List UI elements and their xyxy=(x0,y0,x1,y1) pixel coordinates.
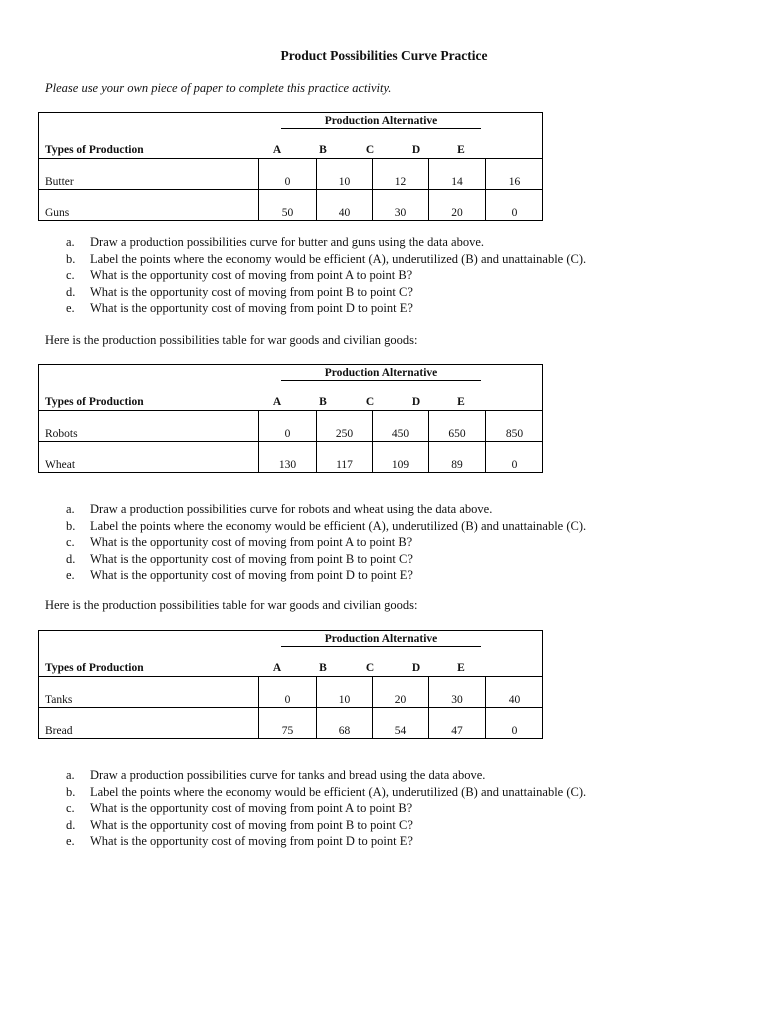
question-item xyxy=(66,817,586,834)
production-possibilities-table xyxy=(38,112,543,221)
table-cell xyxy=(316,708,372,738)
question-text: Label the points where the economy would be efficient (A), underutilized (B) and unattainable (C). xyxy=(90,784,587,799)
table-cell xyxy=(258,411,316,441)
table-cell xyxy=(372,708,428,738)
cell-value: 14 xyxy=(451,176,463,188)
cell-value: 20 xyxy=(394,694,407,706)
question-item xyxy=(66,767,586,784)
alternative-letter: D xyxy=(411,144,421,156)
table-cell xyxy=(258,190,316,220)
cell-value: 109 xyxy=(391,459,410,471)
question-text: Draw a production possibilities curve for tanks and bread using the data above. xyxy=(90,768,486,782)
table-cell xyxy=(258,708,316,738)
question-marker: b. xyxy=(66,251,76,266)
cell-value: 10 xyxy=(338,176,351,188)
cell-value: 0 xyxy=(284,176,291,188)
question-list xyxy=(66,501,586,584)
cell-value: 30 xyxy=(451,694,463,706)
table-cell xyxy=(258,442,316,472)
table-cell xyxy=(372,411,428,441)
types-of-production-label: Types of Production xyxy=(45,396,144,408)
table-cell xyxy=(428,159,485,189)
cell-value: 0 xyxy=(511,207,518,219)
types-of-production-label: Types of Production xyxy=(45,662,144,674)
cell-value: 0 xyxy=(511,725,518,737)
row-label: Bread xyxy=(45,725,73,737)
table-cell xyxy=(316,442,372,472)
table-intro-text: Here is the production possibilities table for war goods and civilian goods: xyxy=(45,333,418,347)
table-cell xyxy=(372,159,428,189)
table-header xyxy=(39,365,542,411)
table-cell xyxy=(258,159,316,189)
row-label: Butter xyxy=(45,176,74,188)
production-possibilities-table xyxy=(38,364,543,473)
table-cell xyxy=(428,708,485,738)
table-cell xyxy=(372,677,428,707)
question-text: Label the points where the economy would be efficient (A), underutilized (B) and unattainable (C). xyxy=(90,251,587,266)
table-intro-text: Here is the production possibilities table for war goods and civilian goods: xyxy=(45,598,418,612)
intro-instruction: Please use your own piece of paper to complete this practice activity. xyxy=(45,81,392,95)
table-row xyxy=(39,189,542,220)
question-item xyxy=(66,501,586,518)
question-item xyxy=(66,267,586,284)
cell-value: 10 xyxy=(338,694,351,706)
cell-value: 68 xyxy=(338,725,351,737)
cell-value: 450 xyxy=(391,428,410,440)
question-marker: e. xyxy=(66,301,75,316)
cell-value: 850 xyxy=(505,428,524,440)
question-marker: e. xyxy=(66,568,75,583)
table-cell xyxy=(316,159,372,189)
table-cell xyxy=(428,442,485,472)
alternative-letter: B xyxy=(319,662,327,674)
cell-value: 0 xyxy=(284,694,291,706)
cell-value: 47 xyxy=(451,725,463,737)
question-text: What is the opportunity cost of moving from point A to point B? xyxy=(90,801,413,816)
question-item xyxy=(66,234,586,251)
table-cell xyxy=(316,677,372,707)
question-text: What is the opportunity cost of moving from point B to point C? xyxy=(90,817,413,832)
question-marker: b. xyxy=(66,518,76,533)
cell-value: 650 xyxy=(448,428,466,440)
question-marker: a. xyxy=(66,502,75,516)
alternative-letter: E xyxy=(457,396,465,408)
question-text: What is the opportunity cost of moving from point D to point E? xyxy=(90,568,413,583)
question-item xyxy=(66,251,586,268)
alternative-letter: E xyxy=(457,662,465,674)
cell-value: 75 xyxy=(281,725,294,737)
question-text: What is the opportunity cost of moving from point B to point C? xyxy=(90,551,413,566)
production-alternative-heading: Production Alternative xyxy=(281,633,481,647)
cell-value: 117 xyxy=(336,459,353,471)
question-item xyxy=(66,800,586,817)
question-text: What is the opportunity cost of moving from point A to point B? xyxy=(90,268,413,283)
table-cell xyxy=(372,442,428,472)
cell-value: 0 xyxy=(511,459,518,471)
question-item xyxy=(66,518,586,535)
question-text: What is the opportunity cost of moving from point D to point E? xyxy=(90,301,413,316)
question-text: Label the points where the economy would be efficient (A), underutilized (B) and unattainable (C). xyxy=(90,518,587,533)
table-row xyxy=(39,441,542,472)
row-label: Tanks xyxy=(45,694,73,706)
question-marker: a. xyxy=(66,768,75,782)
table-row xyxy=(39,677,542,707)
page-title: Product Possibilities Curve Practice xyxy=(280,48,488,63)
question-item xyxy=(66,833,586,850)
alternative-letter: A xyxy=(272,144,282,156)
alternative-letter: C xyxy=(365,662,375,674)
table-row xyxy=(39,707,542,738)
table-cell xyxy=(485,442,543,472)
table-header xyxy=(39,631,542,677)
alternative-letter: A xyxy=(272,662,282,674)
question-text: What is the opportunity cost of moving from point B to point C? xyxy=(90,284,413,299)
cell-value: 89 xyxy=(451,459,463,471)
question-item xyxy=(66,534,586,551)
question-marker: d. xyxy=(66,284,76,299)
question-item xyxy=(66,300,586,317)
table-cell xyxy=(485,708,543,738)
row-label: Guns xyxy=(45,207,70,219)
cell-value: 16 xyxy=(508,176,521,188)
production-alternative-heading: Production Alternative xyxy=(281,115,481,129)
question-text: What is the opportunity cost of moving from point A to point B? xyxy=(90,535,413,550)
cell-value: 250 xyxy=(335,428,354,440)
question-list xyxy=(66,234,586,317)
table-cell xyxy=(316,411,372,441)
question-marker: a. xyxy=(66,235,75,249)
question-marker: b. xyxy=(66,784,76,799)
table-cell xyxy=(372,190,428,220)
alternative-letter: D xyxy=(411,662,421,674)
production-possibilities-table xyxy=(38,630,543,739)
table-cell xyxy=(485,411,543,441)
row-label: Wheat xyxy=(45,459,76,471)
alternative-letter: D xyxy=(411,396,421,408)
cell-value: 20 xyxy=(451,207,463,219)
table-cell xyxy=(485,190,543,220)
question-text: Draw a production possibilities curve for robots and wheat using the data above. xyxy=(90,502,493,516)
alternative-letter: B xyxy=(319,144,327,156)
types-of-production-label: Types of Production xyxy=(45,144,144,156)
question-marker: e. xyxy=(66,834,75,849)
alternative-letter: C xyxy=(365,144,375,156)
table-cell xyxy=(428,677,485,707)
cell-value: 50 xyxy=(281,207,294,219)
question-marker: c. xyxy=(66,535,75,550)
question-item xyxy=(66,284,586,301)
table-row xyxy=(39,159,542,189)
alternative-letter: A xyxy=(272,396,282,408)
cell-value: 40 xyxy=(338,207,351,219)
question-item xyxy=(66,551,586,568)
cell-value: 130 xyxy=(278,459,297,471)
table-header xyxy=(39,113,542,159)
alternative-letter: E xyxy=(457,144,465,156)
question-marker: c. xyxy=(66,801,75,816)
table-cell xyxy=(316,190,372,220)
row-label: Robots xyxy=(45,428,78,440)
question-text: Draw a production possibilities curve for butter and guns using the data above. xyxy=(90,235,485,249)
cell-value: 54 xyxy=(394,725,407,737)
table-cell xyxy=(485,677,543,707)
table-cell xyxy=(428,411,485,441)
table-cell xyxy=(428,190,485,220)
question-marker: d. xyxy=(66,551,76,566)
cell-value: 40 xyxy=(508,694,521,706)
cell-value: 30 xyxy=(394,207,407,219)
production-alternative-heading: Production Alternative xyxy=(281,367,481,381)
cell-value: 12 xyxy=(394,176,407,188)
question-text: What is the opportunity cost of moving from point D to point E? xyxy=(90,834,413,849)
table-row xyxy=(39,411,542,441)
cell-value: 0 xyxy=(284,428,291,440)
table-cell xyxy=(258,677,316,707)
table-cell xyxy=(485,159,543,189)
question-item xyxy=(66,784,586,801)
alternative-letter: B xyxy=(319,396,327,408)
question-item xyxy=(66,567,586,584)
question-list xyxy=(66,767,586,850)
alternative-letter: C xyxy=(365,396,375,408)
question-marker: c. xyxy=(66,268,75,283)
question-marker: d. xyxy=(66,817,76,832)
